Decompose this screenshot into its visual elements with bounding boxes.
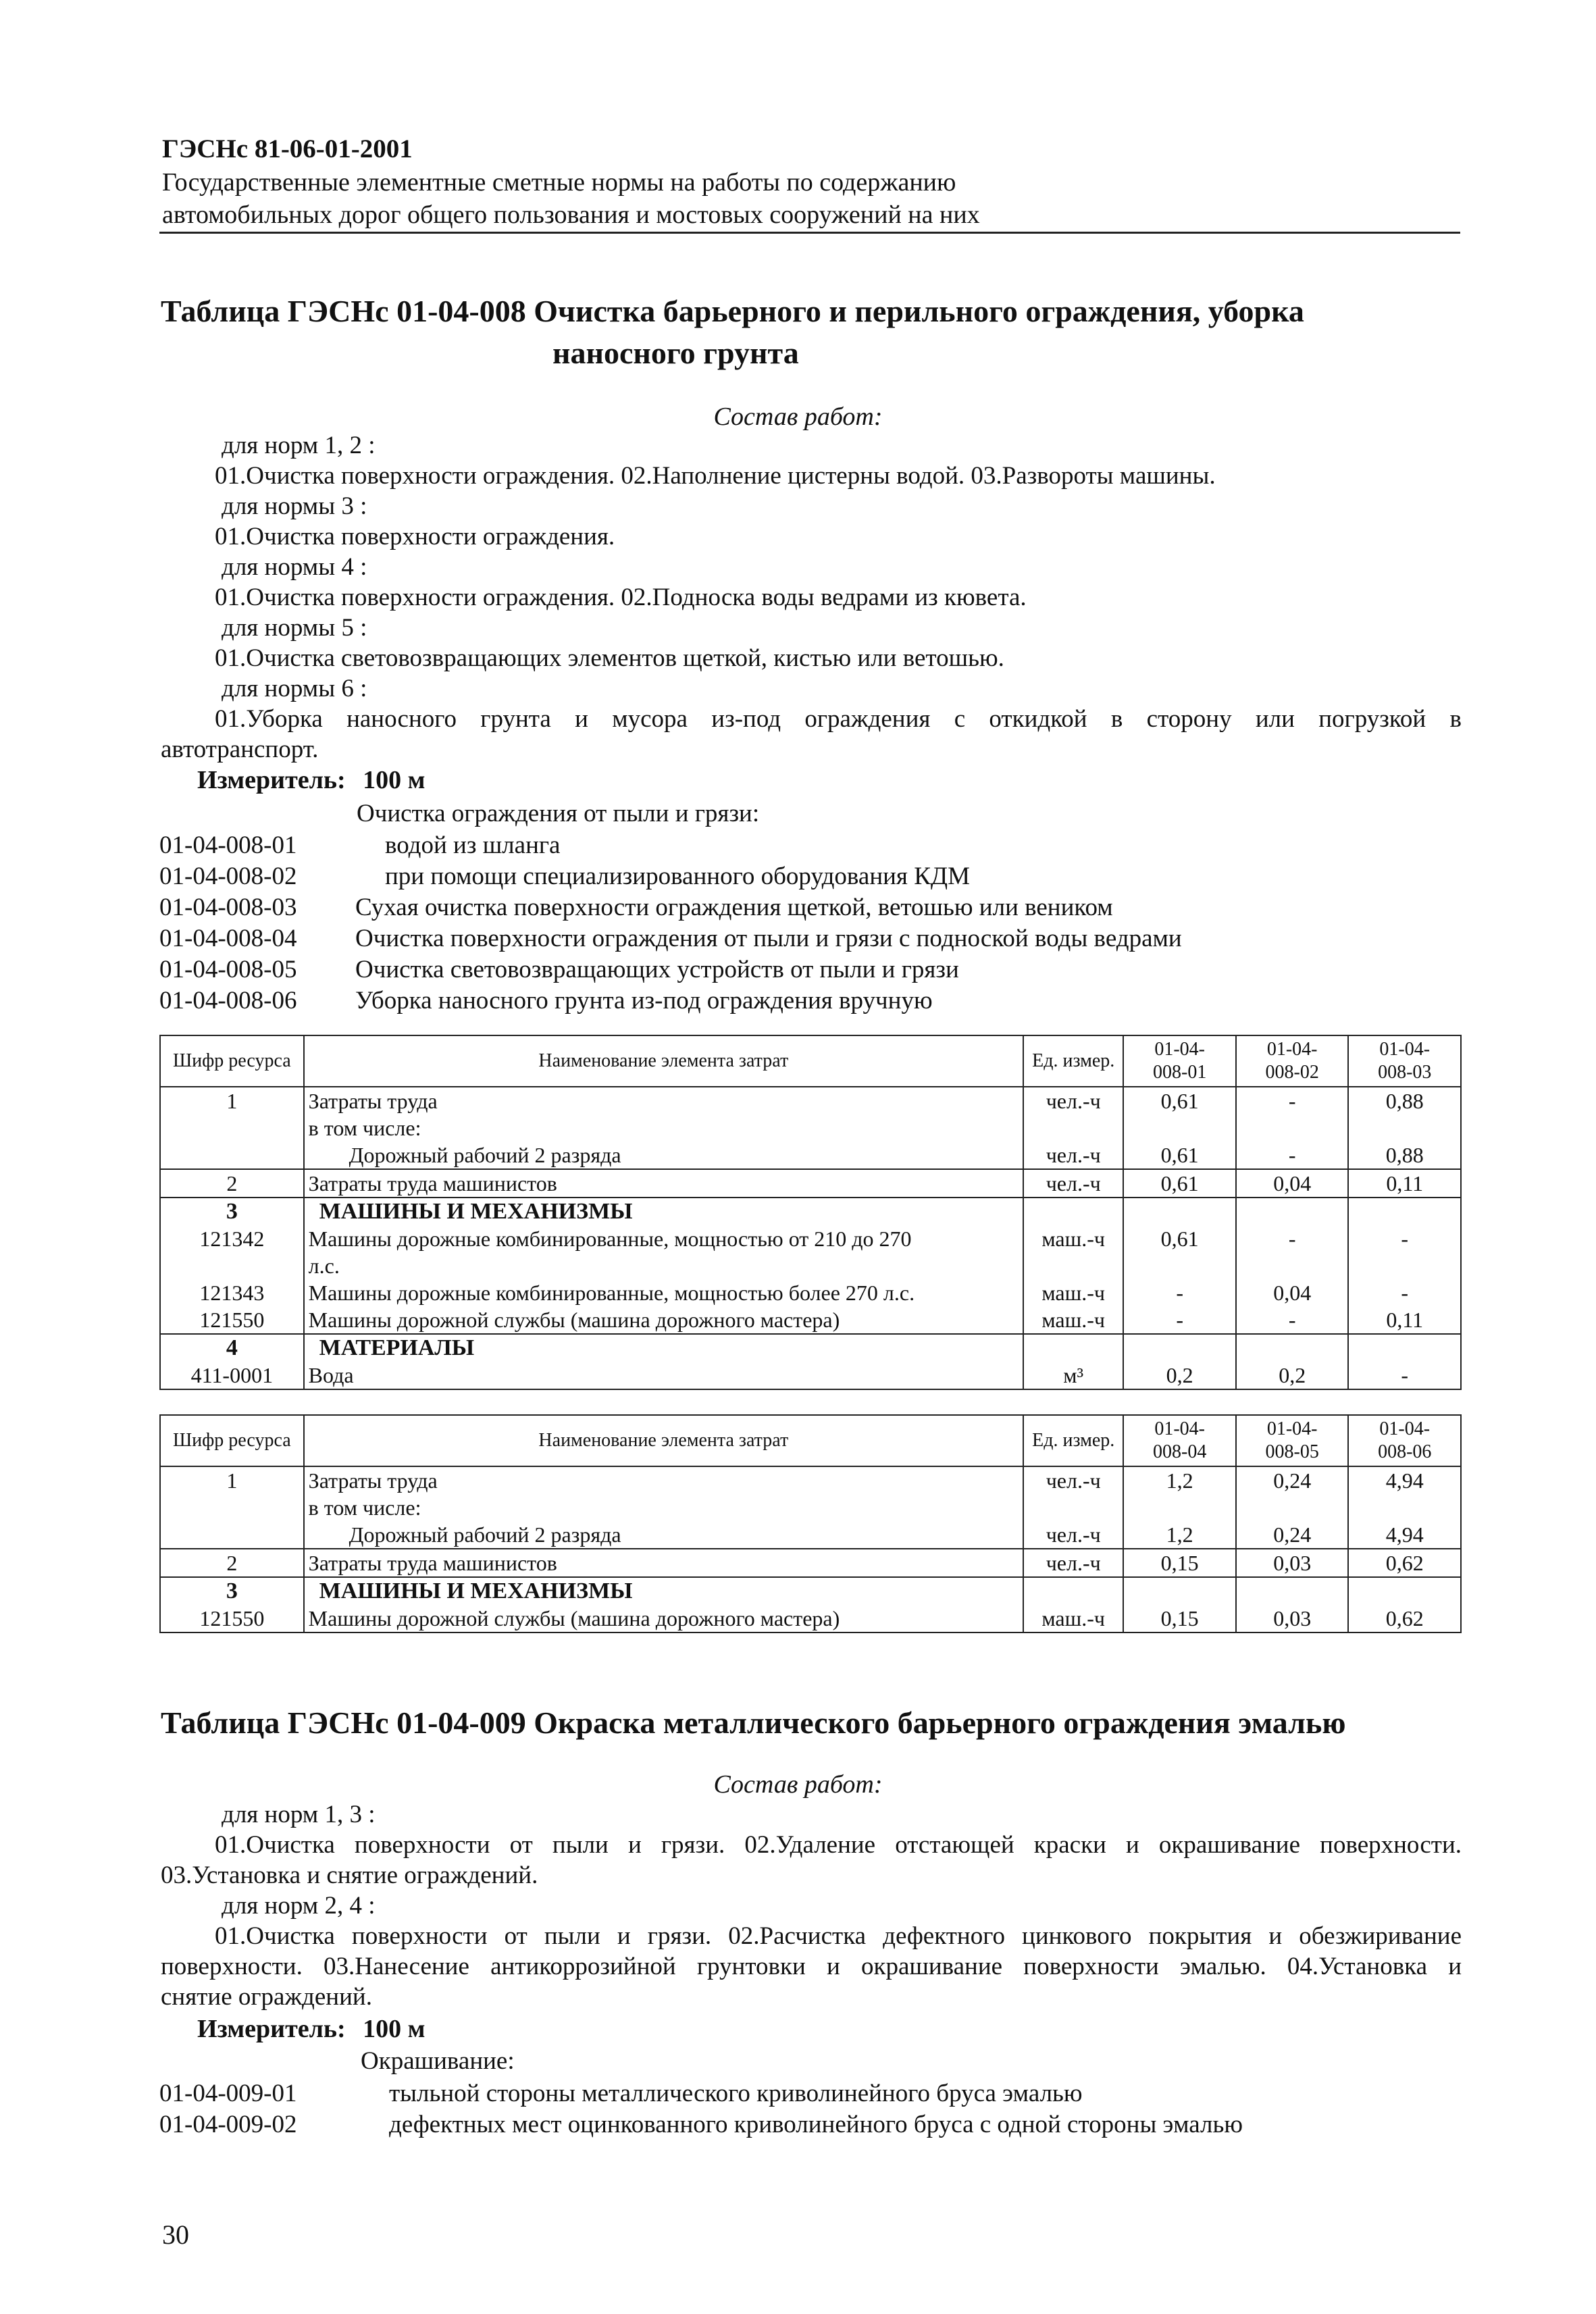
norm-code: 01-04-008-03 (159, 894, 297, 921)
unit-cell (1023, 1466, 1123, 1549)
value: 0,15 (1160, 1606, 1199, 1630)
norm-text: тыльной стороны металлического криволинейного бруса эмалью (389, 2080, 1083, 2107)
work-ops-5: 01.Очистка световозвращающих элементов щеткой, кистью или ветошью. (215, 644, 1004, 672)
value-cell (1123, 1087, 1236, 1169)
norm-code: 01-04-008-06 (159, 987, 297, 1014)
table-row (160, 1334, 1461, 1389)
norm-group-5: для нормы 5 : (222, 614, 367, 642)
norm-code: 01-04-008-01 (159, 831, 297, 859)
work-ops-3: 01.Очистка поверхности ограждения. (215, 523, 615, 550)
header-cost-element: Наименование элемента затрат (304, 1035, 1023, 1087)
element-subheading: в том числе: (308, 1116, 421, 1140)
header-norm-col: 01-04- 008-03 (1348, 1035, 1461, 1087)
value-cell (1123, 1577, 1236, 1632)
value: 0,61 (1160, 1089, 1199, 1113)
cost-element (304, 1334, 1023, 1389)
header-divider (159, 232, 1460, 234)
resource-code (160, 1466, 304, 1549)
value: 0,24 (1273, 1468, 1312, 1493)
cost-element (304, 1198, 1023, 1334)
norm-code: 01-04-008-05 (159, 956, 297, 983)
table-row (160, 1198, 1461, 1334)
table-008-composition-heading: Состав работ: (713, 403, 883, 431)
norm-text: при помощи специализированного оборудования КДМ (385, 863, 971, 890)
norm-code-row (159, 2079, 1083, 2108)
value: 4,94 (1385, 1522, 1424, 1547)
element-name: Дорожный рабочий 2 разряда (349, 1143, 621, 1167)
unit-cell (1023, 1577, 1123, 1632)
unit-cell (1023, 1087, 1123, 1169)
unit-value: маш.-ч (1041, 1227, 1105, 1251)
unit-value: чел.-ч (1023, 1549, 1123, 1577)
cost-element (304, 1577, 1023, 1632)
unit-value: чел.-ч (1046, 1522, 1101, 1547)
value: 4,94 (1385, 1468, 1424, 1493)
value-cell (1236, 1334, 1349, 1389)
value: 0,88 (1385, 1089, 1424, 1113)
resource-code: 2 (160, 1169, 304, 1198)
unit-value: маш.-ч (1041, 1281, 1105, 1305)
value-cell (1123, 1466, 1236, 1549)
element-name: Затраты труда (308, 1089, 438, 1113)
header-resource-code: Шифр ресурса (160, 1035, 304, 1087)
value: 0,03 (1273, 1606, 1312, 1630)
table-009-title: Таблица ГЭСНс 01-04-009 Окраска металлического барьерного ограждения эмалью (161, 1705, 1346, 1740)
value: 0,24 (1273, 1522, 1312, 1547)
unit-value: маш.-ч (1041, 1308, 1105, 1332)
value-cell (1236, 1577, 1349, 1632)
table-header-row (160, 1035, 1461, 1087)
value-cell (1236, 1198, 1349, 1334)
norm-code: 01-04-008-02 (159, 863, 297, 890)
element-name: Машины дорожной службы (машина дорожного мастера) (308, 1308, 840, 1332)
table-008-title-line1: Таблица ГЭСНс 01-04-008 Очистка барьерного и перильного ограждения, уборка (161, 294, 1304, 328)
unit-value: маш.-ч (1041, 1606, 1105, 1630)
value: - (1288, 1227, 1296, 1251)
resource-code (160, 1577, 304, 1632)
table-008-measure (197, 765, 426, 795)
work-ops-2-4-line3: снятие ограждений. (161, 1983, 372, 2011)
header-norm-col: 01-04- 008-06 (1348, 1415, 1461, 1466)
value: 0,61 (1123, 1169, 1236, 1198)
header-norm-col: 01-04- 008-01 (1123, 1035, 1236, 1087)
norm-group-4: для нормы 4 : (222, 553, 367, 581)
value: 0,88 (1385, 1143, 1424, 1167)
table-row (160, 1169, 1461, 1198)
norm-group-1-3: для норм 1, 3 : (222, 1801, 376, 1828)
table-row (160, 1577, 1461, 1632)
resource-code: 2 (160, 1549, 304, 1577)
element-name: Вода (308, 1363, 354, 1387)
unit-value: м³ (1063, 1363, 1084, 1387)
element-name: Дорожный рабочий 2 разряда (349, 1522, 621, 1547)
work-ops-2-4-line1: 01.Очистка поверхности от пыли и грязи. 02.Расчистка дефектного цинкового покрытия и обезжиривание (215, 1922, 1462, 1950)
norm-text: водой из шланга (385, 831, 561, 859)
norm-code-row (159, 862, 970, 891)
section-heading: МАШИНЫ И МЕХАНИЗМЫ (319, 1578, 633, 1603)
norm-code: 01-04-008-04 (159, 925, 297, 952)
value: - (1288, 1089, 1296, 1113)
value-cell (1348, 1334, 1461, 1389)
measure-value: 100 м (363, 766, 426, 794)
unit-cell (1023, 1198, 1123, 1334)
norm-code-row (159, 955, 959, 984)
code-value: 1 (226, 1089, 238, 1113)
element-name: Машины дорожные комбинированные, мощностью более 270 л.с. (308, 1281, 915, 1305)
table-header-row (160, 1415, 1461, 1466)
value: 0,61 (1160, 1227, 1199, 1251)
value: - (1176, 1281, 1183, 1305)
unit-value: чел.-ч (1046, 1143, 1101, 1167)
value: 0,11 (1348, 1169, 1461, 1198)
norm-group-2-4: для норм 2, 4 : (222, 1892, 376, 1920)
norm-code-row (159, 831, 560, 860)
code-value: 1 (226, 1468, 238, 1493)
value: 0,04 (1273, 1281, 1312, 1305)
work-ops-2-4-line2: поверхности. 03.Нанесение антикоррозийной грунтовки и окрашивание поверхности эмалью. 04.Установка и (161, 1953, 1462, 1980)
unit-value: чел.-ч (1023, 1169, 1123, 1198)
resource-code (160, 1198, 304, 1334)
element-name: Машины дорожные комбинированные, мощностью от 210 до 270 (308, 1227, 912, 1251)
cost-element (304, 1087, 1023, 1169)
code-value: 121342 (199, 1227, 265, 1251)
value: 0,11 (1386, 1308, 1424, 1332)
header-norm-col: 01-04- 008-02 (1236, 1035, 1349, 1087)
element-name: Затраты труда (308, 1468, 438, 1493)
header-title-line1: Государственные элементные сметные нормы на работы по содержанию (162, 168, 956, 197)
value: 0,2 (1279, 1363, 1306, 1387)
header-title-line2: автомобильных дорог общего пользования и мостовых сооружений на них (162, 201, 980, 229)
value: 0,04 (1236, 1169, 1349, 1198)
value: 1,2 (1166, 1522, 1193, 1547)
unit-value: чел.-ч (1046, 1089, 1101, 1113)
code-value: 411-0001 (190, 1363, 274, 1387)
norm-code-row (159, 986, 933, 1015)
work-ops-1-2: 01.Очистка поверхности ограждения. 02.Наполнение цистерны водой. 03.Развороты машины. (215, 462, 1216, 490)
header-norm-col: 01-04- 008-04 (1123, 1415, 1236, 1466)
norm-code-row (159, 924, 1182, 953)
norm-group-3: для нормы 3 : (222, 492, 367, 520)
value: 0,03 (1236, 1549, 1349, 1577)
table-row (160, 1087, 1461, 1169)
table-009-group-heading: Окрашивание: (361, 2047, 515, 2075)
table-row (160, 1549, 1461, 1577)
unit-cell (1023, 1334, 1123, 1389)
header-unit: Ед. измер. (1023, 1035, 1123, 1087)
value-cell (1348, 1198, 1461, 1334)
work-ops-1-3-line1: 01.Очистка поверхности от пыли и грязи. 02.Удаление отстающей краски и окрашивание поверхности. (215, 1831, 1462, 1859)
value-cell (1348, 1087, 1461, 1169)
unit-value: чел.-ч (1046, 1468, 1101, 1493)
header-norm-col: 01-04- 008-05 (1236, 1415, 1349, 1466)
table-009-measure (197, 2014, 426, 2044)
element-name-cont: л.с. (308, 1254, 340, 1278)
value: - (1288, 1143, 1296, 1167)
value: 0,62 (1385, 1606, 1424, 1630)
norm-text: Очистка световозвращающих устройств от пыли и грязи (355, 956, 959, 983)
work-ops-4: 01.Очистка поверхности ограждения. 02.Подноска воды ведрами из кювета. (215, 584, 1027, 611)
value: - (1401, 1363, 1409, 1387)
header-resource-code: Шифр ресурса (160, 1415, 304, 1466)
table-009-composition-heading: Состав работ: (713, 1770, 883, 1799)
norm-text: Очистка поверхности ограждения от пыли и грязи с подноской воды ведрами (355, 925, 1182, 952)
element-subheading: в том числе: (308, 1495, 421, 1520)
section-number: 3 (226, 1199, 238, 1224)
code-value: 121343 (199, 1281, 265, 1305)
value: - (1288, 1308, 1296, 1332)
document-code: ГЭСНс 81-06-01-2001 (162, 134, 413, 163)
value-cell (1123, 1198, 1236, 1334)
cost-element (304, 1466, 1023, 1549)
resource-table-008-04-06 (159, 1414, 1462, 1633)
measure-label: Измеритель: (197, 766, 346, 794)
value-cell (1348, 1577, 1461, 1632)
value-cell (1236, 1087, 1349, 1169)
value: 0,61 (1160, 1143, 1199, 1167)
header-unit: Ед. измер. (1023, 1415, 1123, 1466)
value: - (1401, 1281, 1409, 1305)
code-value: 121550 (199, 1308, 265, 1332)
value: - (1176, 1308, 1183, 1332)
norm-text: Уборка наносного грунта из-под ограждения вручную (355, 987, 933, 1014)
section-number: 4 (226, 1335, 238, 1360)
norm-code-row (159, 2110, 1243, 2139)
norm-text: Сухая очистка поверхности ограждения щеткой, ветошью или веником (355, 894, 1113, 921)
element-name: Машины дорожной службы (машина дорожного мастера) (308, 1606, 840, 1630)
value-cell (1236, 1466, 1349, 1549)
table-008-title (161, 290, 1464, 374)
norm-code: 01-04-009-01 (159, 2080, 297, 2107)
table-008-title-line2: наносного грунта (552, 336, 799, 370)
code-value: 121550 (199, 1606, 265, 1630)
norm-group-6: для нормы 6 : (222, 675, 367, 702)
resource-code (160, 1334, 304, 1389)
work-ops-1-3-line2: 03.Установка и снятие ограждений. (161, 1861, 538, 1889)
resource-table-008-01-03 (159, 1035, 1462, 1390)
measure-value: 100 м (363, 2015, 426, 2043)
norm-text: дефектных мест оцинкованного криволинейного бруса с одной стороны эмалью (389, 2111, 1243, 2138)
norm-code: 01-04-009-02 (159, 2111, 297, 2138)
value-cell (1348, 1466, 1461, 1549)
element-name: Затраты труда машинистов (304, 1169, 1023, 1198)
page-number: 30 (162, 2219, 189, 2250)
section-heading: МАШИНЫ И МЕХАНИЗМЫ (319, 1199, 633, 1224)
resource-code (160, 1087, 304, 1169)
work-ops-6-line1: 01.Уборка наносного грунта и мусора из-под ограждения с откидкой в сторону или погрузкой в (215, 705, 1462, 733)
header-cost-element: Наименование элемента затрат (304, 1415, 1023, 1466)
table-008-group-heading: Очистка ограждения от пыли и грязи: (357, 800, 760, 827)
norm-group-1-2: для норм 1, 2 : (222, 432, 376, 459)
value-cell (1123, 1334, 1236, 1389)
section-heading: МАТЕРИАЛЫ (319, 1335, 475, 1360)
measure-label: Измеритель: (197, 2015, 346, 2043)
norm-code-row (159, 893, 1113, 922)
section-number: 3 (226, 1578, 238, 1603)
value: - (1401, 1227, 1409, 1251)
table-row (160, 1466, 1461, 1549)
value: 1,2 (1166, 1468, 1193, 1493)
value: 0,62 (1348, 1549, 1461, 1577)
value: 0,2 (1166, 1363, 1193, 1387)
value: 0,15 (1123, 1549, 1236, 1577)
work-ops-6-line2: автотранспорт. (161, 736, 319, 763)
element-name: Затраты труда машинистов (304, 1549, 1023, 1577)
